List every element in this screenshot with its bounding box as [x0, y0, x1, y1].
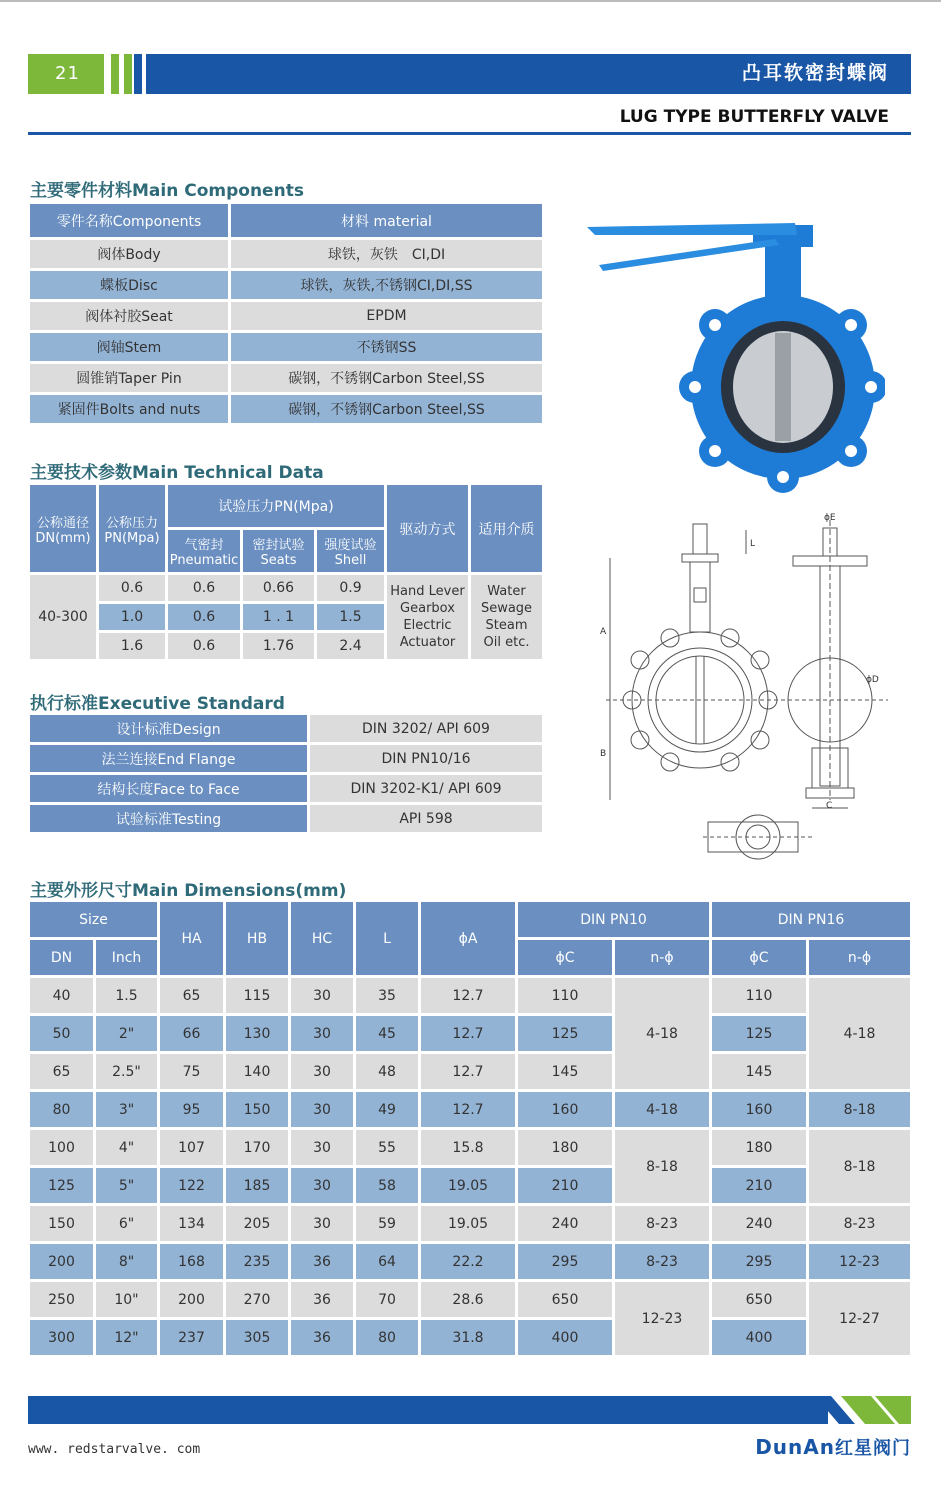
dimension-drawing	[598, 510, 898, 865]
table-row: 蝶板Disc 球铁，灰铁,不锈钢CI,DI,SS	[30, 271, 542, 299]
table-row: 125 5" 122 185 30 58 19.05 210 210	[30, 1168, 910, 1203]
tech-head-shell: 强度试验Shell	[317, 530, 384, 572]
tech-head-seats: 密封试验Seats	[243, 530, 314, 572]
dim-n10-cell: 8-18	[615, 1130, 709, 1203]
dim-head-inch: Inch	[96, 940, 157, 975]
dim-n16-cell: 4-18	[809, 978, 910, 1089]
header-stripe	[111, 54, 119, 94]
table-row: 40 1.5 65 115 30 35 12.7 110 4-18 110 4-18	[30, 978, 910, 1013]
table-row: 300 12" 237 305 36 80 31.8 400 400	[30, 1320, 910, 1355]
table-row: 250 10" 200 270 36 70 28.6 650 12-23 650 12-27	[30, 1282, 910, 1317]
dim-n10-cell: 4-18	[615, 1092, 709, 1127]
dim-n10-cell: 8-23	[615, 1244, 709, 1279]
dim-head-c16: ϕC	[712, 940, 806, 975]
tech-drive: Hand Lever Gearbox Electric Actuator	[387, 575, 468, 659]
dim-n16-cell: 8-18	[809, 1130, 910, 1203]
tech-media: Water Sewage Steam Oil etc.	[471, 575, 542, 659]
table-row: 阀体Body 球铁，灰铁 CI,DI	[30, 240, 542, 268]
tech-head-drive: 驱动方式	[387, 485, 468, 572]
dim-n16-cell: 8-18	[809, 1092, 910, 1127]
dim-label-c: C	[826, 801, 833, 811]
table-row: 紧固件Bolts and nuts 碳钢，不锈钢Carbon Steel,SS	[30, 395, 542, 423]
table-row: 阀体衬胶Seat EPDM	[30, 302, 542, 330]
dim-label-a: A	[600, 627, 607, 637]
dim-head-pn16: DIN PN16	[712, 902, 910, 937]
table-row: 100 4" 107 170 30 55 15.8 180 8-18 180 8-18	[30, 1130, 910, 1165]
top-rule	[0, 0, 941, 2]
table-row: 圆锥销Taper Pin 碳钢，不锈钢Carbon Steel,SS	[30, 364, 542, 392]
components-table	[27, 201, 545, 426]
dim-head-dn: DN	[30, 940, 93, 975]
dim-n10-cell: 12-23	[615, 1282, 709, 1355]
dim-label-d: ϕD	[866, 675, 879, 685]
dim-label-l: L	[750, 539, 756, 549]
technical-table: 公称通径DN(mm) 公称压力PN(Mpa) 试验压力PN(Mpa) 驱动方式 适用介质 气密封Pneumatic 密封试验Seats 强度试验Shell 40-300 0.6 0.6 0.66 0.9 Hand Lever Gearbox Electric Actuator Water Sewage Steam Oil etc. 1.0 0.6 1 . 1 1.5 1.6 0.6 1.76 2.4	[27, 482, 545, 662]
components-title: 主要零件材料Main Components	[30, 181, 304, 201]
technical-title: 主要技术参数Main Technical Data	[30, 463, 324, 483]
header-underline	[28, 132, 911, 135]
tech-head-pneumatic: 气密封Pneumatic	[168, 530, 240, 572]
dim-n10-cell: 4-18	[615, 978, 709, 1089]
components-head-material: 材料 material	[231, 204, 542, 237]
page-title-en: LUG TYPE BUTTERFLY VALVE	[619, 107, 889, 127]
dim-n10-cell: 8-23	[615, 1206, 709, 1241]
dim-head-c10: ϕC	[518, 940, 612, 975]
dim-n16-cell: 12-27	[809, 1282, 910, 1355]
tech-dn-range: 40-300	[30, 575, 96, 659]
header-stripe	[124, 54, 132, 94]
dim-n16-cell: 12-23	[809, 1244, 910, 1279]
tech-head-pn: 公称压力PN(Mpa)	[99, 485, 165, 572]
page-number: 21	[28, 54, 104, 94]
dimensions-table	[27, 899, 913, 1358]
table-row: 150 6" 134 205 30 59 19.05 240 8-23 240 8-23	[30, 1206, 910, 1241]
table-row: 法兰连接End Flange DIN PN10/16	[30, 745, 542, 772]
dim-head-size: Size	[30, 902, 157, 937]
header-stripe	[134, 54, 142, 94]
dim-head-hb: HB	[226, 902, 288, 975]
table-row: 200 8" 168 235 36 64 22.2 295 8-23 295 12-23	[30, 1244, 910, 1279]
brand-logo: DunAn红星阀门	[755, 1435, 911, 1459]
table-row: 65 2.5" 75 140 30 48 12.7 145 145	[30, 1054, 910, 1089]
website-link[interactable]: www. redstarvalve. com	[28, 1442, 201, 1457]
components-head-name: 零件名称Components	[30, 204, 228, 237]
dim-head-n10: n-ϕ	[615, 940, 709, 975]
table-row: 80 3" 95 150 30 49 12.7 160 4-18 160 8-18	[30, 1092, 910, 1127]
dimensions-title: 主要外形尺寸Main Dimensions(mm)	[30, 881, 347, 901]
dim-n16-cell: 8-23	[809, 1206, 910, 1241]
tech-head-dn: 公称通径DN(mm)	[30, 485, 96, 572]
standard-title: 执行标准Executive Standard	[30, 694, 285, 714]
table-row: 阀轴Stem 不锈钢SS	[30, 333, 542, 361]
footer-stripes	[815, 1396, 911, 1424]
valve-photo	[585, 215, 885, 495]
dim-head-hc: HC	[291, 902, 353, 975]
tech-head-test: 试验压力PN(Mpa)	[168, 485, 384, 527]
dim-label-e: ϕE	[824, 513, 836, 523]
tech-head-media: 适用介质	[471, 485, 542, 572]
footer-bar	[28, 1396, 828, 1424]
dim-head-l: L	[356, 902, 418, 975]
table-row: 结构长度Face to Face DIN 3202-K1/ API 609	[30, 775, 542, 802]
dim-head-a: ϕA	[421, 902, 515, 975]
standard-table	[27, 712, 545, 835]
table-row: 50 2" 66 130 30 45 12.7 125 125	[30, 1016, 910, 1051]
page-title-cn: 凸耳软密封蝶阀	[741, 62, 889, 84]
dim-head-pn10: DIN PN10	[518, 902, 709, 937]
table-row: 试验标准Testing API 598	[30, 805, 542, 832]
dim-label-b: B	[600, 749, 607, 759]
dim-head-ha: HA	[160, 902, 223, 975]
table-row: 设计标准Design DIN 3202/ API 609	[30, 715, 542, 742]
dim-head-n16: n-ϕ	[809, 940, 910, 975]
